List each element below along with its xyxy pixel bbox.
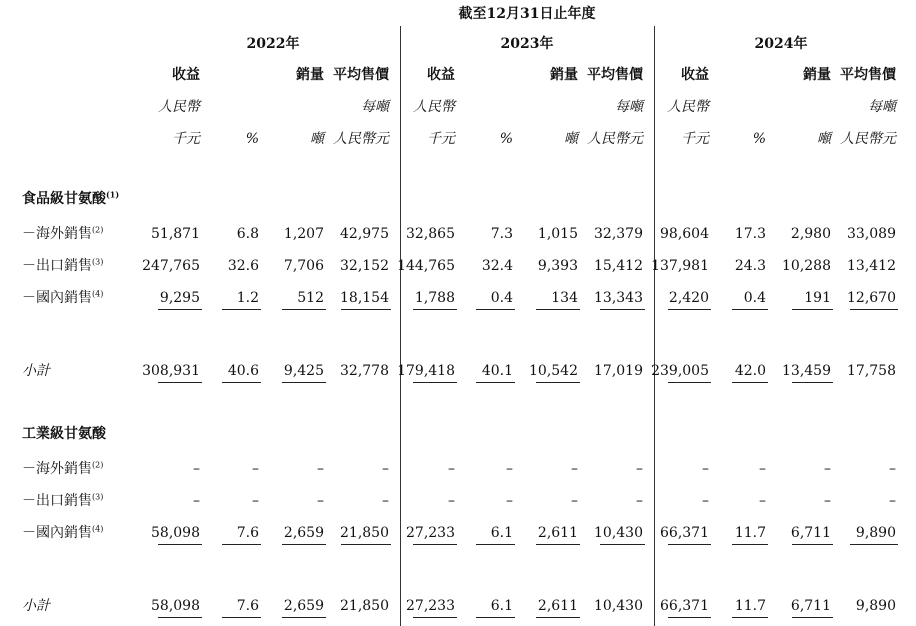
period-header: 截至12月31日止年度 xyxy=(458,6,596,22)
table-cell: – xyxy=(193,461,200,477)
currency-unit: 人民幣 xyxy=(158,99,200,115)
currency-unit: 人民幣 xyxy=(413,99,455,115)
subtotal-cell: 13,459 xyxy=(782,363,831,379)
row-label-text: －國內銷售 xyxy=(22,525,92,541)
revenue-header: 收益 xyxy=(172,67,200,83)
table-cell: 13,412 xyxy=(847,258,896,274)
subtotal-cell: 11.7 xyxy=(734,598,766,614)
table-cell: – xyxy=(702,493,709,509)
table-cell: 9,890 xyxy=(855,525,896,541)
subtotal-underline xyxy=(282,309,326,310)
subtotal-bottom-underline xyxy=(668,617,711,618)
table-cell: 21,850 xyxy=(340,525,389,541)
table-cell: – xyxy=(448,461,455,477)
subtotal-cell: 239,005 xyxy=(651,363,709,379)
subtotal-bottom-underline xyxy=(158,382,202,383)
subtotal-cell: 6.1 xyxy=(490,598,513,614)
subtotal-cell: 7.6 xyxy=(236,598,259,614)
table-cell: 32,379 xyxy=(594,226,643,242)
subtotal-bottom-underline xyxy=(732,382,768,383)
table-cell: 247,765 xyxy=(142,258,200,274)
table-cell: 58,098 xyxy=(151,525,200,541)
subtotal-underline xyxy=(850,544,898,545)
subtotal-underline xyxy=(792,309,833,310)
table-cell: 10,288 xyxy=(782,258,831,274)
footnote-marker: (2) xyxy=(92,225,104,235)
table-cell: – xyxy=(636,493,643,509)
subtotal-cell: 10,542 xyxy=(529,363,578,379)
table-cell: 32,865 xyxy=(406,226,455,242)
row-label-text: －海外銷售 xyxy=(22,461,92,477)
per-ton-unit: 每噸 xyxy=(361,99,389,115)
subtotal-underline xyxy=(222,309,261,310)
table-cell: – xyxy=(824,493,831,509)
table-cell: 1,015 xyxy=(537,226,578,242)
footnote-marker: (3) xyxy=(92,492,104,502)
table-cell: – xyxy=(448,493,455,509)
table-cell: 512 xyxy=(297,290,324,306)
subtotal-underline xyxy=(282,544,326,545)
subtotal-underline xyxy=(413,544,457,545)
subtotal-cell: 2,659 xyxy=(283,598,324,614)
subtotal-cell: 2,611 xyxy=(537,598,578,614)
table-cell: – xyxy=(317,461,324,477)
subtotal-underline xyxy=(600,309,645,310)
revenue-header: 收益 xyxy=(681,67,709,83)
subtotal-bottom-underline xyxy=(476,382,515,383)
percent-unit: % xyxy=(499,131,513,147)
table-cell: 7.3 xyxy=(490,226,513,242)
percent-unit: % xyxy=(752,131,766,147)
table-cell: – xyxy=(382,493,389,509)
rmb-yuan-unit: 人民幣元 xyxy=(333,131,389,147)
table-cell: 11.7 xyxy=(734,525,766,541)
subtotal-cell: 10,430 xyxy=(594,598,643,614)
year-header: 2024年 xyxy=(754,36,808,52)
table-cell: – xyxy=(382,461,389,477)
subtotal-cell: 308,931 xyxy=(142,363,200,379)
subtotal-cell: 40.1 xyxy=(481,363,513,379)
table-cell: 2,611 xyxy=(537,525,578,541)
subtotal-underline xyxy=(341,309,391,310)
table-cell: 42,975 xyxy=(340,226,389,242)
table-cell: 13,343 xyxy=(594,290,643,306)
table-cell: 6.1 xyxy=(490,525,513,541)
subtotal-underline xyxy=(668,544,711,545)
thousand-unit: 千元 xyxy=(172,131,200,147)
table-cell: 17.3 xyxy=(734,226,766,242)
table-cell: 134 xyxy=(551,290,578,306)
table-cell: 6.8 xyxy=(236,226,259,242)
table-cell: 144,765 xyxy=(397,258,455,274)
table-cell: – xyxy=(252,493,259,509)
subtotal-underline xyxy=(476,544,515,545)
table-cell: – xyxy=(636,461,643,477)
subtotal-cell: 32,778 xyxy=(340,363,389,379)
table-cell: 2,420 xyxy=(668,290,709,306)
subtotal-bottom-underline xyxy=(413,617,457,618)
table-cell: – xyxy=(193,493,200,509)
row-label-text: －出口銷售 xyxy=(22,258,92,274)
subtotal-bottom-underline xyxy=(222,382,261,383)
subtotal-underline xyxy=(732,309,768,310)
table-cell: 33,089 xyxy=(847,226,896,242)
table-cell: – xyxy=(702,461,709,477)
volume-header: 銷量 xyxy=(550,67,578,83)
table-cell: 66,371 xyxy=(660,525,709,541)
subtotal-underline xyxy=(668,309,711,310)
table-cell: 32,152 xyxy=(340,258,389,274)
section-title xyxy=(22,191,119,207)
subtotal-label: 小計 xyxy=(22,363,50,379)
subtotal-underline xyxy=(158,309,202,310)
rmb-yuan-unit: 人民幣元 xyxy=(840,131,896,147)
table-cell: – xyxy=(824,461,831,477)
volume-header: 銷量 xyxy=(296,67,324,83)
table-cell: – xyxy=(252,461,259,477)
table-cell: – xyxy=(571,493,578,509)
table-cell: 0.4 xyxy=(743,290,766,306)
footnote-marker: (2) xyxy=(92,460,104,470)
table-cell: – xyxy=(506,493,513,509)
subtotal-cell: 42.0 xyxy=(734,363,766,379)
subtotal-bottom-underline xyxy=(536,617,580,618)
asp-header: 平均售價 xyxy=(333,67,389,83)
table-cell: – xyxy=(889,461,896,477)
ton-unit: 噸 xyxy=(817,131,831,147)
subtotal-cell: 58,098 xyxy=(151,598,200,614)
asp-header: 平均售價 xyxy=(840,67,896,83)
subtotal-label: 小計 xyxy=(22,598,50,614)
subtotal-bottom-underline xyxy=(732,617,768,618)
subtotal-cell: 9,890 xyxy=(855,598,896,614)
table-cell: 1,207 xyxy=(283,226,324,242)
subtotal-bottom-underline xyxy=(668,382,711,383)
row-label-text: －出口銷售 xyxy=(22,493,92,509)
currency-unit: 人民幣 xyxy=(667,99,709,115)
table-cell: 12,670 xyxy=(847,290,896,306)
year-header: 2023年 xyxy=(500,36,554,52)
subtotal-bottom-underline xyxy=(413,382,457,383)
ton-unit: 噸 xyxy=(564,131,578,147)
table-cell: 24.3 xyxy=(734,258,766,274)
percent-unit: % xyxy=(245,131,259,147)
subtotal-cell: 17,019 xyxy=(594,363,643,379)
table-cell: – xyxy=(759,461,766,477)
per-ton-unit: 每噸 xyxy=(615,99,643,115)
table-cell: 18,154 xyxy=(340,290,389,306)
subtotal-bottom-underline xyxy=(282,617,326,618)
table-cell: 27,233 xyxy=(406,525,455,541)
subtotal-bottom-underline xyxy=(792,382,833,383)
subtotal-underline xyxy=(600,544,645,545)
table-cell: 1,788 xyxy=(414,290,455,306)
table-cell: 10,430 xyxy=(594,525,643,541)
subtotal-underline xyxy=(476,309,515,310)
table-cell: – xyxy=(571,461,578,477)
table-cell: 191 xyxy=(804,290,831,306)
table-cell: – xyxy=(759,493,766,509)
footnote-marker: (4) xyxy=(92,524,104,534)
table-cell: 1.2 xyxy=(236,290,259,306)
subtotal-bottom-underline xyxy=(792,617,833,618)
subtotal-cell: 6,711 xyxy=(790,598,831,614)
rmb-yuan-unit: 人民幣元 xyxy=(587,131,643,147)
subtotal-cell: 27,233 xyxy=(406,598,455,614)
table-cell: – xyxy=(506,461,513,477)
table-cell: – xyxy=(317,493,324,509)
thousand-unit: 千元 xyxy=(427,131,455,147)
revenue-header: 收益 xyxy=(427,67,455,83)
subtotal-underline xyxy=(732,544,768,545)
asp-header: 平均售價 xyxy=(587,67,643,83)
row-label-text: －海外銷售 xyxy=(22,226,92,242)
subtotal-underline xyxy=(413,309,457,310)
table-cell: 98,604 xyxy=(660,226,709,242)
table-cell: 2,980 xyxy=(790,226,831,242)
table-cell: 7,706 xyxy=(283,258,324,274)
subtotal-underline xyxy=(222,544,261,545)
subtotal-bottom-underline xyxy=(536,382,580,383)
table-cell: – xyxy=(889,493,896,509)
table-cell: 0.4 xyxy=(490,290,513,306)
subtotal-bottom-underline xyxy=(476,617,515,618)
footnote-marker: (1) xyxy=(106,189,120,200)
subtotal-underline xyxy=(158,544,202,545)
subtotal-cell: 17,758 xyxy=(847,363,896,379)
section-title-text: 食品級甘氨酸 xyxy=(22,191,106,207)
table-cell: 137,981 xyxy=(651,258,709,274)
table-cell: 6,711 xyxy=(790,525,831,541)
per-ton-unit: 每噸 xyxy=(868,99,896,115)
section-title-text: 工業級甘氨酸 xyxy=(22,426,106,442)
table-cell: 7.6 xyxy=(236,525,259,541)
table-cell: 51,871 xyxy=(151,226,200,242)
thousand-unit: 千元 xyxy=(681,131,709,147)
subtotal-underline xyxy=(536,309,580,310)
table-cell: 32.6 xyxy=(227,258,259,274)
subtotal-cell: 21,850 xyxy=(340,598,389,614)
subtotal-cell: 66,371 xyxy=(660,598,709,614)
subtotal-bottom-underline xyxy=(282,382,326,383)
subtotal-underline xyxy=(536,544,580,545)
table-cell: 15,412 xyxy=(594,258,643,274)
subtotal-underline xyxy=(341,544,391,545)
footnote-marker: (3) xyxy=(92,257,104,267)
subtotal-underline xyxy=(792,544,833,545)
year-header: 2022年 xyxy=(246,36,300,52)
table-cell: 2,659 xyxy=(283,525,324,541)
row-label-text: －國內銷售 xyxy=(22,290,92,306)
section-title xyxy=(22,426,106,442)
subtotal-bottom-underline xyxy=(158,617,202,618)
ton-unit: 噸 xyxy=(310,131,324,147)
subtotal-cell: 40.6 xyxy=(227,363,259,379)
subtotal-cell: 179,418 xyxy=(397,363,455,379)
table-cell: 32.4 xyxy=(481,258,513,274)
footnote-marker: (4) xyxy=(92,289,104,299)
volume-header: 銷量 xyxy=(803,67,831,83)
table-cell: 9,393 xyxy=(537,258,578,274)
subtotal-bottom-underline xyxy=(222,617,261,618)
table-cell: 9,295 xyxy=(159,290,200,306)
subtotal-cell: 9,425 xyxy=(283,363,324,379)
subtotal-underline xyxy=(850,309,898,310)
